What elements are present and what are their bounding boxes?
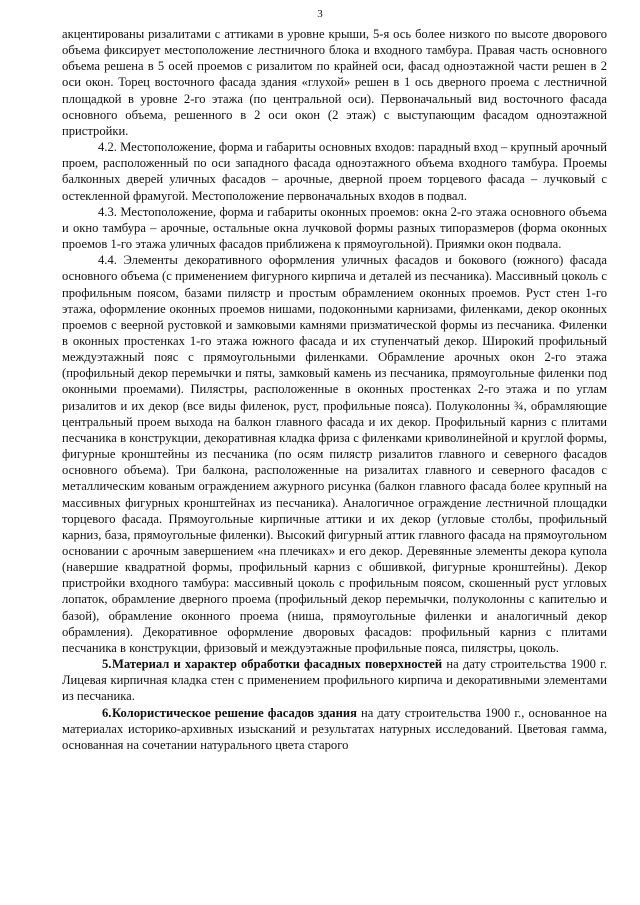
section-6-title: Колористическое решение фасадов здания [112,705,357,720]
section-6-number: 6. [102,705,112,720]
section-5-text: на дату строительства 1900 г. Лицевая кирпичная кладка стен с применением профильного кирпича и декоративными элементами из песчаника. [62,657,607,704]
section-5-title: Материал и характер обработки фасадных поверхностей [112,657,443,672]
section-6-text: на дату строительства 1900 г., основанное на материалах историко-архивных изысканий и результатах натурных исследований. Цветовая гамма, основанная на сочетании натурального цвета старого [62,705,607,752]
section-5 [62,656,607,704]
section-6 [62,705,607,753]
document-body [62,26,607,753]
paragraph-4-4: 4.4. Элементы декоративного оформления уличных фасадов и бокового (южного) фасада основного объема (с применением фигурного кирпича и деталей из песчаника). Массивный цоколь с профильным поясом, базами пилястр и простым обрамлением оконных проемов. Руст стен 1-го этажа, оформление оконных проемов нишами, подоконными карнизами, филенками, декор оконных проемов с веерной рустовкой и замковыми камнями призматической формы из песчаника. Филенки в оконных простенках 1-го этажа южного фасада и их ступенчатый декор. Широкий профильный междуэтажный пояс с прямоугольными филенками. Обрамление арочных окон 2-го этажа (профильный декор перемычки и пяты, замковый камень из песчаника, прямоугольные филенки под оконными проемами). Пилястры, расположенные в оконных простенках 2-го этажа и по углам ризалитов и их декор (все виды филенок, руст, профильные пояса). Полуколонны ¾, обрамляющие центральный проем выхода на балкон главного фасада и их декор. Профильный карниз с плитами песчаника в конструкции, декоративная кладка фриза с филенками криволинейной и круглой формы, фигурные кронштейны из песчаника (по осям пилястр ризалитов главного и северного фасадов основного объема). Три балкона, расположенные на ризалитах главного и северного фасадов с металлическим кованым ограждением ажурного рисунка (балкон главного фасада более крупный на массивных фигурных кронштейнах из песчаника). Аналогичное ограждение лестничной площадки торцевого фасада. Прямоугольные кирпичные аттики и их декор (угловые столбы, профильный карниз, база, прямоугольные филенки). Высокий фигурный аттик главного фасада на прямоугольном основании с арочным завершением «на плечиках» и его декор. Деревянные элементы декора купола (навершие квадратной формы, профильный карниз с обшивкой, фигурные кронштейны). Декор пристройки входного тамбура: массивный цоколь с профильным поясом, скошенный руст угловых лопаток, обрамление дверного проема (профильный декор перемычки, полуколонны с капителью и базой), обрамление оконного проема (ниша, прямоугольные филенки и аналогичный декор обрамления). Декоративное оформление дворовых фасадов: профильный карниз с плитами песчаника в конструкции, фризовый и междуэтажные профильные пояса, пилястры, цоколь. [62,253,607,655]
page-number: 3 [317,8,323,20]
paragraph-continuation: акцентированы ризалитами с аттиками в уровне крыши, 5-я ось более низкого по высоте дворового объема фиксирует местоположение лестничного блока и входного тамбура. Правая часть основного объема решена в 5 осей проемов с ризалитом по крайней оси, фасад одноэтажной части решен в 2 оси окон. Торец восточного фасада здания «глухой» решен в 1 ось дверного проема с лестничной площадкой в уровне 2-го этажа (по центральной оси). Первоначальный вид восточного фасада основного объема, решенного в 2 оси окон (2 этаж) с выступающим фасадом одноэтажной пристройки. [62,27,607,138]
section-5-number: 5. [102,657,112,672]
paragraph-4-3: 4.3. Местоположение, форма и габариты оконных проемов: окна 2-го этажа основного объема и окно тамбура – арочные, остальные окна лучковой формы разных типоразмеров (форма оконных проемов 1-го этажа уличных фасадов приближена к прямоугольной). Приямки окон подвала. [62,204,607,252]
paragraph-4-2: 4.2. Местоположение, форма и габариты основных входов: парадный вход – крупный арочный проем, расположенный по оси западного фасада одноэтажного объема входного тамбура. Проемы балконных дверей уличных фасадов – арочные, дверной проем торцевого фасада – лучковый с остекленной фрамугой. Местоположение первоначальных входов в подвал. [62,140,607,203]
